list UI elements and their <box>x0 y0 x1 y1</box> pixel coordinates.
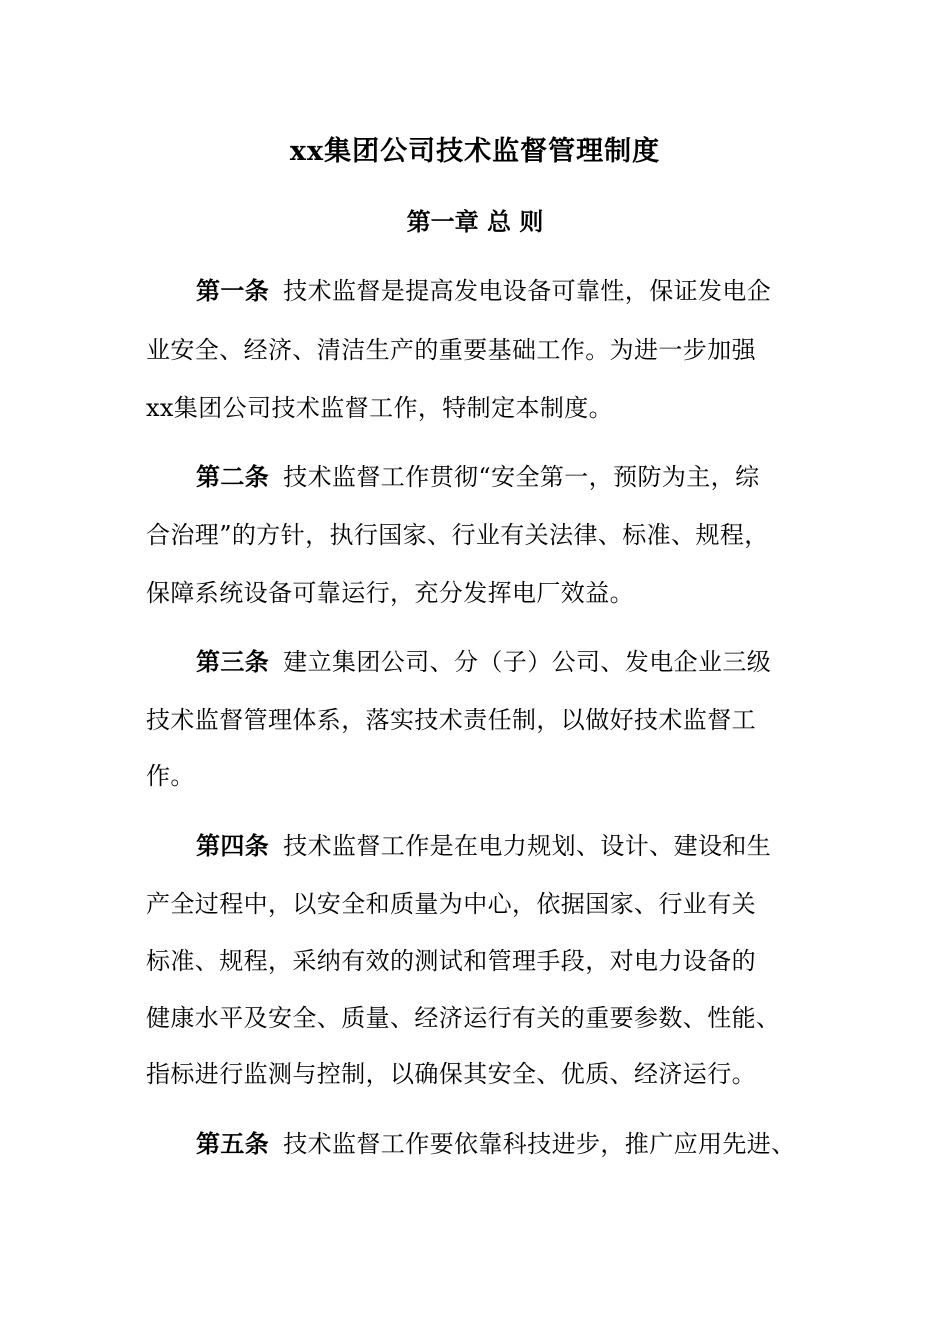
article-text: 建立集团公司、分（子）公司、发电企业三级 <box>283 648 772 676</box>
article-1-line-1 <box>196 273 771 309</box>
article-2-line-2: 合治理”的方针，执行国家、行业有关法律、标准、规程， <box>146 521 769 549</box>
chapter-heading: 第一章 总 则 <box>406 207 544 236</box>
article-3-line-2: 技术监督管理体系，落实技术责任制，以做好技术监督工 <box>146 706 756 734</box>
article-text: 技术监督是提高发电设备可靠性，保证发电企 <box>283 277 772 305</box>
article-4-line-2: 产全过程中，以安全和质量为中心，依据国家、行业有关 <box>146 890 756 918</box>
article-4-line-1 <box>196 828 771 864</box>
article-3-line-3: 作。 <box>146 762 195 790</box>
article-label: 第一条 <box>196 276 270 305</box>
article-1-line-2: 业安全、经济、清洁生产的重要基础工作。为进一步加强 <box>146 336 756 364</box>
article-4-line-5: 指标进行监测与控制，以确保其安全、优质、经济运行。 <box>146 1060 756 1088</box>
article-text: 技术监督工作贯彻“安全第一，预防为主，综 <box>283 463 760 491</box>
article-text: 技术监督工作是在电力规划、设计、建设和生 <box>283 832 772 860</box>
article-2-line-1 <box>196 459 759 495</box>
article-3-line-1 <box>196 644 771 680</box>
article-text: 技术监督工作要依靠科技进步，推广应用先进、 <box>283 1130 796 1158</box>
document-title: xx集团公司技术监督管理制度 <box>289 136 661 167</box>
article-4-line-4: 健康水平及安全、质量、经济运行有关的重要参数、性能、 <box>146 1004 781 1032</box>
article-4-line-3: 标准、规程，采纳有效的测试和管理手段，对电力设备的 <box>146 947 756 975</box>
article-label: 第二条 <box>196 462 270 491</box>
article-label: 第五条 <box>196 1129 270 1158</box>
article-2-line-3: 保障系统设备可靠运行，充分发挥电厂效益。 <box>146 579 634 607</box>
article-1-line-3: xx集团公司技术监督工作，特制定本制度。 <box>146 394 614 422</box>
article-label: 第四条 <box>196 831 270 860</box>
article-label: 第三条 <box>196 647 270 676</box>
article-5-line-1 <box>196 1126 796 1162</box>
